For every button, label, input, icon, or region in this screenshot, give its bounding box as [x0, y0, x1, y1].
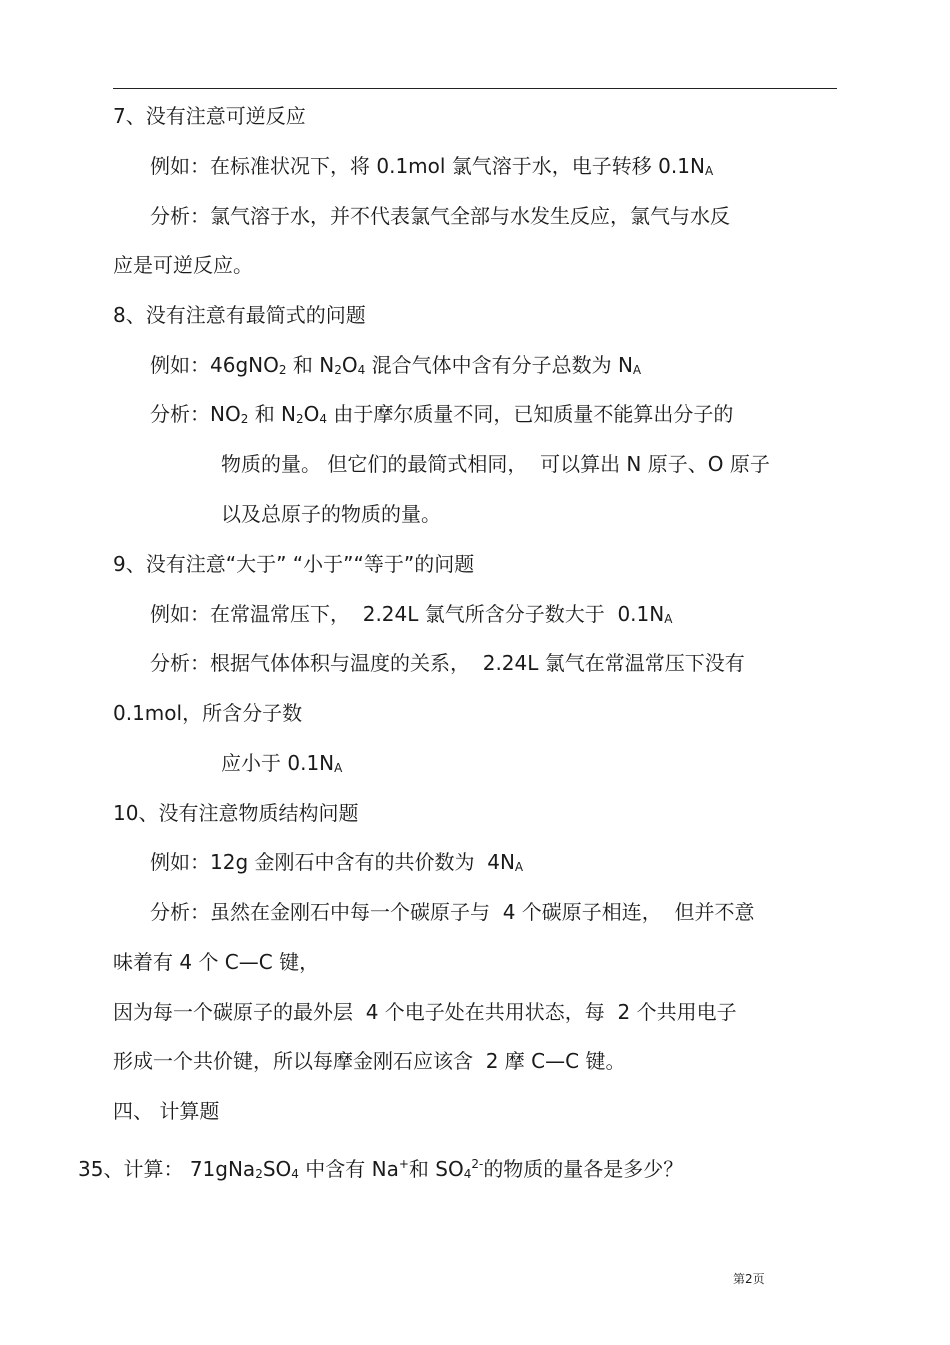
analysis-9-cont-1: 0.1mol，所含分子数: [113, 701, 303, 725]
analysis-10-cont-3: 形成一个共价键，所以每摩金刚石应该含 2 摩 C—C 键。: [113, 1049, 626, 1073]
header-rule: [113, 88, 837, 89]
heading-10: 10、没有注意物质结构问题: [113, 801, 359, 825]
question-35: 35、计算： 71gNa2SO4 中含有 Na+和 $SO4^{2-}$的物质的量各是多少？: [78, 1157, 684, 1181]
analysis-9: 分析：根据气体体积与温度的关系， 2.24L 氯气在常温常压下没有: [150, 651, 745, 675]
example-10: 例如：12g 金刚石中含有的共价数为 4NA: [150, 850, 524, 874]
example-7: 例如：在标准状况下，将 0.1mol 氯气溶于水，电子转移 0.1NA: [150, 154, 714, 178]
analysis-10: 分析：虽然在金刚石中每一个碳原子与 4 个碳原子相连， 但并不意: [150, 900, 755, 924]
heading-9: 9、没有注意“大于” “小于”“等于”的问题: [113, 552, 475, 576]
analysis-9-cont-2: 应小于 0.1NA: [221, 751, 343, 775]
example-9: 例如：在常温常压下， 2.24L 氯气所含分子数大于 0.1NA: [150, 602, 673, 626]
analysis-8-cont-1: 物质的量。 但它们的最简式相同， 可以算出 N 原子、O 原子: [221, 452, 770, 476]
page-number: 第2页: [733, 1272, 765, 1286]
analysis-10-cont-2: 因为每一个碳原子的最外层 4 个电子处在共用状态，每 2 个共用电子: [113, 1000, 737, 1024]
section-heading-calc: 四、 计算题: [113, 1099, 220, 1123]
analysis-7: 分析：氯气溶于水，并不代表氯气全部与水发生反应，氯气与水反: [150, 204, 730, 228]
heading-7: 7、没有注意可逆反应: [113, 104, 306, 128]
example-8: 例如：46gNO2 和 N2O4 混合气体中含有分子总数为 NA: [150, 353, 642, 377]
analysis-7-cont: 应是可逆反应。: [113, 253, 253, 277]
analysis-10-cont-1: 味着有 4 个 C—C 键，: [113, 950, 320, 974]
heading-8: 8、没有注意有最简式的问题: [113, 303, 366, 327]
analysis-8-cont-2: 以及总原子的物质的量。: [221, 502, 441, 526]
analysis-8: 分析：NO2 和 N2O4 由于摩尔质量不同，已知质量不能算出分子的: [150, 402, 734, 426]
